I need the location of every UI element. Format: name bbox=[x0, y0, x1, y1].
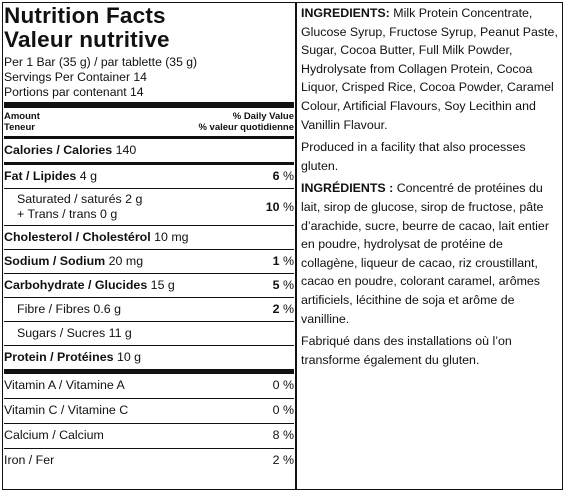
header-amount: Amount bbox=[4, 111, 40, 122]
percent-sign: % bbox=[282, 169, 294, 183]
ingredients-en-text: Milk Protein Concentrate, Glucose Syrup, Fructose Syrup, Peanut Paste, Sugar, Cocoa Butter, Full Milk Powder, Hydrolysate from Collagen Protein, Cocoa Liquor, Crisped Rice, Cocoa Powder, Caramel Colour, Artificial Flavours, Soy Lecithin and Vanillin Flavour. bbox=[301, 6, 558, 132]
fat-label: Fat / Lipides bbox=[4, 169, 77, 183]
vitamin-c-row bbox=[4, 399, 294, 423]
carb-label: Carbohydrate / Glucides bbox=[4, 278, 148, 292]
calcium-label: Calcium / Calcium bbox=[4, 428, 104, 442]
fibre-pct: 2 bbox=[272, 302, 280, 316]
ingredients-fr-heading: INGRÉDIENTS : bbox=[301, 181, 394, 196]
fibre-row bbox=[4, 298, 294, 321]
fat-row bbox=[4, 165, 294, 188]
percent-sign: % bbox=[282, 302, 294, 316]
fat-pct: 6 bbox=[272, 169, 280, 183]
facility-fr: Fabriqué dans des installations où l’on transforme également du gluten. bbox=[301, 334, 512, 367]
carbohydrate-row bbox=[4, 274, 294, 297]
ingredients-fr-text: Concentré de protéines du lait, sirop de glucose, sirop de fructose, pâte d’arachide, sucre, beurre de cacao, lait entier en poudre, hydrolysat de protéine de collagène, liqueur de cacao, riz croustillant, cacao en poudre, colorant caramel, arômes artificiels, lécithine de soja et arôme de vanilline. bbox=[301, 181, 549, 326]
percent-sign: % bbox=[282, 278, 294, 292]
protein-value: 10 g bbox=[116, 350, 142, 364]
ingredients-panel bbox=[301, 4, 559, 373]
fibre-label: Fibre / Fibres 0.6 g bbox=[17, 302, 121, 316]
iron-label: Iron / Fer bbox=[4, 453, 55, 467]
sodium-pct: 1 bbox=[272, 254, 280, 268]
ingredients-fr bbox=[301, 179, 559, 328]
sodium-row bbox=[4, 250, 294, 273]
percent-sign: % bbox=[282, 453, 294, 467]
title-en: Nutrition Facts bbox=[4, 3, 166, 28]
column-header bbox=[4, 108, 294, 136]
calcium-pct: 8 bbox=[272, 428, 280, 442]
percent-sign: % bbox=[282, 403, 294, 417]
iron-row bbox=[4, 449, 294, 473]
header-dv-en: % Daily Value bbox=[232, 111, 294, 122]
saturated-label: Saturated / saturés 2 g bbox=[17, 192, 143, 206]
trans-label: + Trans / trans 0 g bbox=[17, 207, 118, 221]
calories-row bbox=[4, 139, 294, 162]
nutrition-facts-panel bbox=[4, 4, 294, 473]
cholesterol-row bbox=[4, 226, 294, 249]
serving-size: Per 1 Bar (35 g) / par tablette (35 g) bbox=[4, 55, 198, 69]
saturated-trans-row bbox=[4, 189, 294, 225]
saturated-pct: 10 bbox=[265, 199, 280, 214]
protein-label: Protein / Protéines bbox=[4, 350, 114, 364]
calories-value: 140 bbox=[115, 143, 137, 157]
sodium-label: Sodium / Sodium bbox=[4, 254, 106, 268]
percent-sign: % bbox=[282, 428, 294, 442]
header-teneur: Teneur bbox=[4, 122, 35, 133]
title-fr: Valeur nutritive bbox=[4, 27, 170, 52]
cholesterol-label: Cholesterol / Cholestérol bbox=[4, 230, 151, 244]
header-dv-fr: % valeur quotidienne bbox=[198, 122, 294, 133]
vitamin-a-label: Vitamin A / Vitamine A bbox=[4, 378, 125, 392]
percent-sign: % bbox=[282, 199, 294, 214]
servings-en: Servings Per Container 14 bbox=[4, 70, 147, 84]
sugars-label: Sugars / Sucres 11 g bbox=[17, 326, 132, 340]
vitamin-a-row bbox=[4, 374, 294, 398]
vitamins-section bbox=[4, 374, 294, 473]
protein-row bbox=[4, 346, 294, 369]
column-divider bbox=[295, 2, 297, 490]
calcium-row bbox=[4, 424, 294, 448]
carb-pct: 5 bbox=[272, 278, 280, 292]
vitamin-a-pct: 0 bbox=[272, 378, 280, 392]
vitamin-c-pct: 0 bbox=[272, 403, 280, 417]
facility-en: Produced in a facility that also processes gluten. bbox=[301, 140, 526, 173]
vitamin-c-label: Vitamin C / Vitamine C bbox=[4, 403, 129, 417]
percent-sign: % bbox=[282, 378, 294, 392]
ingredients-en-heading: INGREDIENTS: bbox=[301, 6, 390, 20]
servings-fr: Portions par contenant 14 bbox=[4, 85, 144, 99]
sodium-value: 20 mg bbox=[108, 254, 144, 268]
carb-value: 15 g bbox=[150, 278, 175, 292]
percent-sign: % bbox=[282, 254, 294, 268]
iron-pct: 2 bbox=[272, 453, 280, 467]
cholesterol-value: 10 mg bbox=[154, 230, 189, 244]
fat-value: 4 g bbox=[79, 169, 97, 183]
calories-label: Calories / Calories bbox=[4, 143, 113, 157]
sugars-row bbox=[4, 322, 294, 345]
ingredients-en bbox=[301, 4, 559, 134]
